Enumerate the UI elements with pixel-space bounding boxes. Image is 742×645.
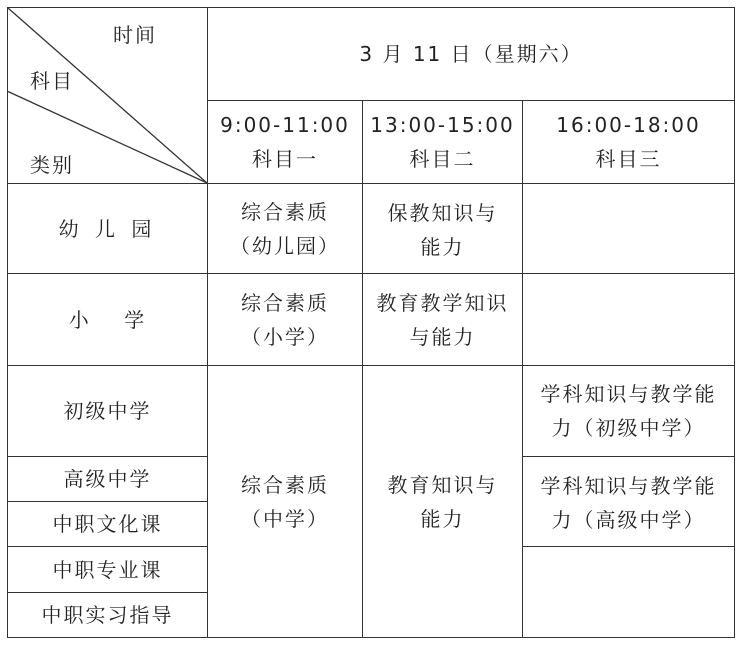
cell-line: 综合素质 <box>241 199 329 224</box>
cell-line: （小学） <box>241 324 329 349</box>
junior-subject-3 <box>523 366 735 457</box>
cell-line: 综合素质 <box>241 472 329 497</box>
kindergarten-subject-3-empty <box>523 184 735 274</box>
cell-line: 力（初级中学） <box>551 416 706 440</box>
middle-subject-2 <box>363 366 523 638</box>
primary-subject-1 <box>208 274 363 366</box>
slot-2-header <box>363 101 523 184</box>
slot-2-subject: 科目二 <box>409 147 476 171</box>
senior-subject-3 <box>523 457 735 547</box>
cell-line: 综合素质 <box>241 290 329 315</box>
slot-3-header <box>523 101 735 184</box>
subject-header-label: 科目 <box>30 69 74 93</box>
category-vocational-internship: 中职实习指导 <box>8 593 208 638</box>
cell-line: 能力 <box>420 506 465 531</box>
primary-subject-3-empty <box>523 274 735 366</box>
exam-schedule-table <box>7 7 735 638</box>
cell-line: 学科知识与教学能 <box>540 474 717 498</box>
slot-1-header <box>208 101 363 184</box>
header-corner-cell <box>8 8 208 184</box>
time-header-label: 时间 <box>113 23 157 47</box>
cell-line: 教育教学知识 <box>376 290 509 315</box>
cell-line: 保教知识与 <box>387 201 498 225</box>
cell-line: 教育知识与 <box>387 472 498 497</box>
category-header-label: 类别 <box>30 153 74 177</box>
category-junior-middle: 初级中学 <box>8 366 208 457</box>
cell-line: 与能力 <box>409 324 476 349</box>
category-primary: 小 学 <box>8 274 208 366</box>
cell-line: （中学） <box>241 506 329 531</box>
cell-line: 力（高级中学） <box>551 508 706 532</box>
middle-subject-1 <box>208 366 363 638</box>
category-vocational-major: 中职专业课 <box>8 547 208 593</box>
slot-3-subject: 科目三 <box>595 147 662 171</box>
slot-3-time: 16:00-18:00 <box>556 113 701 137</box>
cell-line: 能力 <box>420 235 465 259</box>
kindergarten-subject-2 <box>363 184 523 274</box>
kindergarten-subject-1 <box>208 184 363 274</box>
category-senior-middle: 高级中学 <box>8 457 208 502</box>
category-kindergarten: 幼 儿 园 <box>8 184 208 274</box>
cell-line: 学科知识与教学能 <box>540 382 717 406</box>
cell-line: （幼儿园） <box>230 233 340 258</box>
vocational-subject-3-empty <box>523 547 735 638</box>
slot-1-subject: 科目一 <box>252 147 318 171</box>
category-vocational-culture: 中职文化课 <box>8 502 208 547</box>
exam-date: 3 月 11 日（星期六） <box>208 8 735 101</box>
slot-1-time: 9:00-11:00 <box>220 113 350 137</box>
primary-subject-2 <box>363 274 523 366</box>
slot-2-time: 13:00-15:00 <box>370 113 515 137</box>
